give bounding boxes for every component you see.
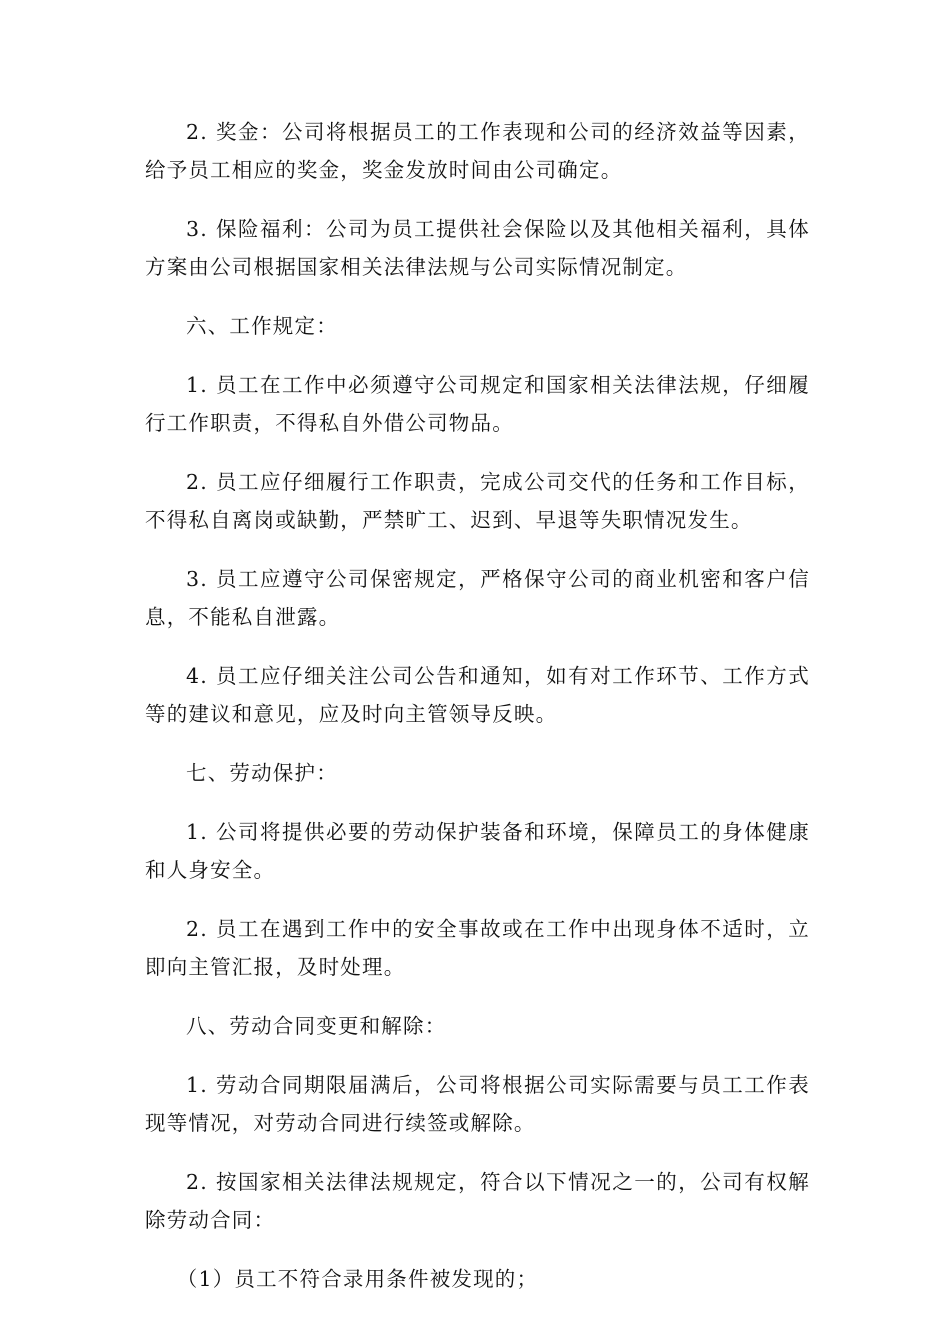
paragraph-work-rule-4: 4. 员工应仔细关注公司公告和通知，如有对工作环节、工作方式等的建议和意见，应及时向主管领导反映。	[145, 664, 810, 726]
section-heading-labor-protection: 七、劳动保护：	[186, 761, 338, 785]
section-heading-contract-change: 八、劳动合同变更和解除：	[186, 1014, 447, 1038]
paragraph-termination-1: 1. 劳动合同期限届满后，公司将根据公司实际需要与员工工作表现等情况，对劳动合同进行续签或解除。	[145, 1073, 810, 1135]
paragraph-termination-2: 2. 按国家相关法律法规规定，符合以下情况之一的，公司有权解除劳动合同：	[145, 1170, 810, 1232]
paragraph-protection-1: 1. 公司将提供必要的劳动保护装备和环境，保障员工的身体健康和人身安全。	[145, 820, 810, 882]
paragraph-work-rule-3: 3. 员工应遵守公司保密规定，严格保守公司的商业机密和客户信息，不能私自泄露。	[145, 567, 810, 629]
paragraph-insurance: 3. 保险福利：公司为员工提供社会保险以及其他相关福利，具体方案由公司根据国家相关法律法规与公司实际情况制定。	[145, 217, 810, 279]
paragraph-protection-2: 2. 员工在遇到工作中的安全事故或在工作中出现身体不适时，立即向主管汇报，及时处理。	[145, 917, 810, 979]
section-heading-work-rules: 六、工作规定：	[186, 314, 338, 338]
paragraph-bonus: 2. 奖金：公司将根据员工的工作表现和公司的经济效益等因素，给予员工相应的奖金，奖金发放时间由公司确定。	[145, 120, 810, 182]
paragraph-work-rule-2: 2. 员工应仔细履行工作职责，完成公司交代的任务和工作目标，不得私自离岗或缺勤，严禁旷工、迟到、早退等失职情况发生。	[145, 470, 810, 532]
paragraph-termination-2-item-1: （1）员工不符合录用条件被发现的；	[176, 1267, 539, 1291]
document-body	[145, 113, 810, 1319]
paragraph-work-rule-1: 1. 员工在工作中必须遵守公司规定和国家相关法律法规，仔细履行工作职责，不得私自外借公司物品。	[145, 373, 810, 435]
